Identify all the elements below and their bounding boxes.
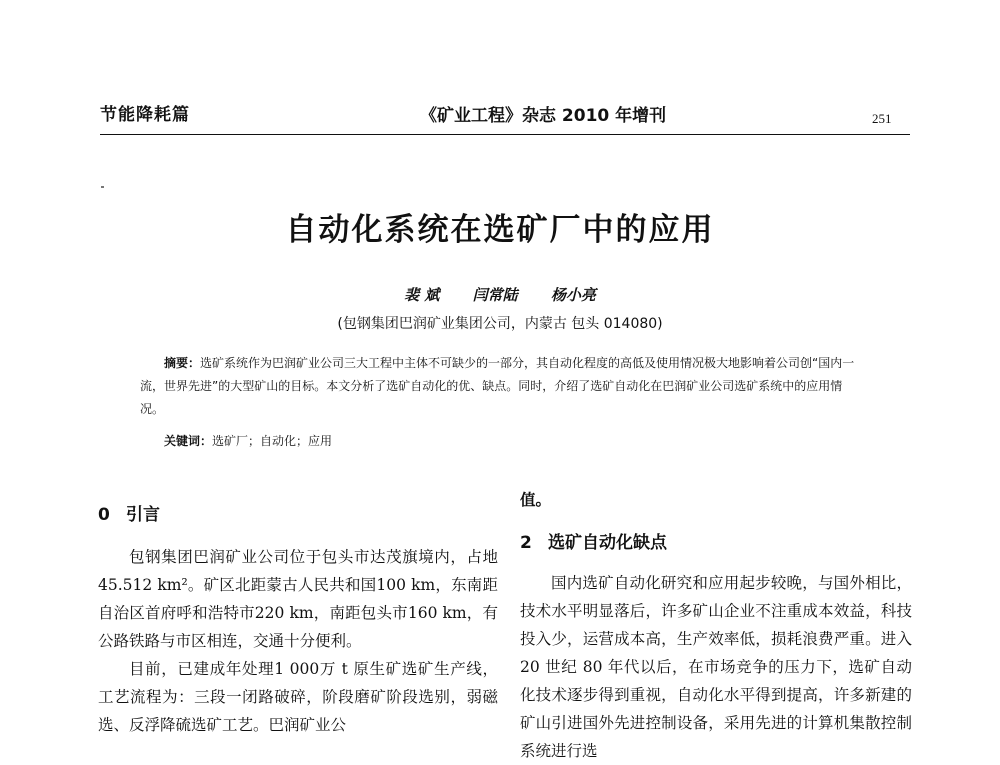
section-heading-introduction — [98, 500, 498, 525]
scan-speck — [101, 186, 104, 188]
running-header-section: 节能降耗篇 — [100, 105, 190, 125]
body-paragraph: 包钢集团巴润矿业公司位于包头市达茂旗境内，占地45.512 km²。矿区北距蒙古人民共和国100 km，东南距自治区首府呼和浩特市220 km，南距包头市160 km，有公路铁路与市区相连，交通十分便利。 — [98, 548, 498, 650]
right-column — [520, 486, 912, 765]
author-name: 裴 斌 — [404, 286, 440, 304]
continued-text: 值。 — [520, 490, 552, 509]
keywords — [164, 432, 864, 449]
section-number: 2 — [520, 533, 532, 553]
section-title: 引言 — [126, 505, 160, 525]
article-title: 自动化系统在选矿厂中的应用 — [285, 212, 715, 248]
page-number: 251 — [872, 111, 892, 126]
author-name: 杨小亮 — [550, 286, 596, 304]
abstract-label: 摘要： — [164, 356, 201, 370]
header-rule — [100, 134, 910, 135]
author-list — [0, 284, 1000, 305]
section-number: 0 — [98, 505, 110, 525]
keywords-text: 选矿厂；自动化；应用 — [212, 434, 333, 448]
author-affiliation: (包钢集团巴润矿业集团公司，内蒙古 包头 014080) — [337, 316, 663, 332]
abstract — [140, 352, 860, 421]
body-paragraph: 国内选矿自动化研究和应用起步较晚，与国外相比，技术水平明显落后，许多矿山企业不注重成本效益，科技投入少，运营成本高，生产效率低，损耗浪费严重。进入 20 世纪 80 年代以后，在市场竞争的压力下，选矿自动化技术逐步得到重视，自动化水平得到提高，许多新建的矿山引进国外先进控制设备，采用先进的计算机集散控制系统进行选 — [520, 574, 912, 760]
section-title: 选矿自动化缺点 — [548, 533, 667, 553]
running-header-journal: 《矿业工程》杂志 2010 年增刊 — [420, 106, 667, 126]
author-name: 闫常陆 — [472, 286, 518, 304]
abstract-text: 选矿系统作为巴润矿业公司三大工程中主体不可缺少的一部分，其自动化程度的高低及使用情况极大地影响着公司创“国内一流，世界先进”的大型矿山的目标。本文分析了选矿自动化的优、缺点。同时，介绍了选矿自动化在巴润矿业公司选矿系统中的应用情况。 — [140, 356, 855, 416]
left-column — [98, 500, 498, 739]
body-paragraph: 目前，已建成年处理1 000万 t 原生矿选矿生产线，工艺流程为：三段一闭路破碎，阶段磨矿阶段选别，弱磁选、反浮降硫选矿工艺。巴润矿业公 — [98, 660, 498, 734]
section-heading-drawbacks — [520, 528, 912, 553]
keywords-label: 关键词： — [164, 434, 213, 448]
